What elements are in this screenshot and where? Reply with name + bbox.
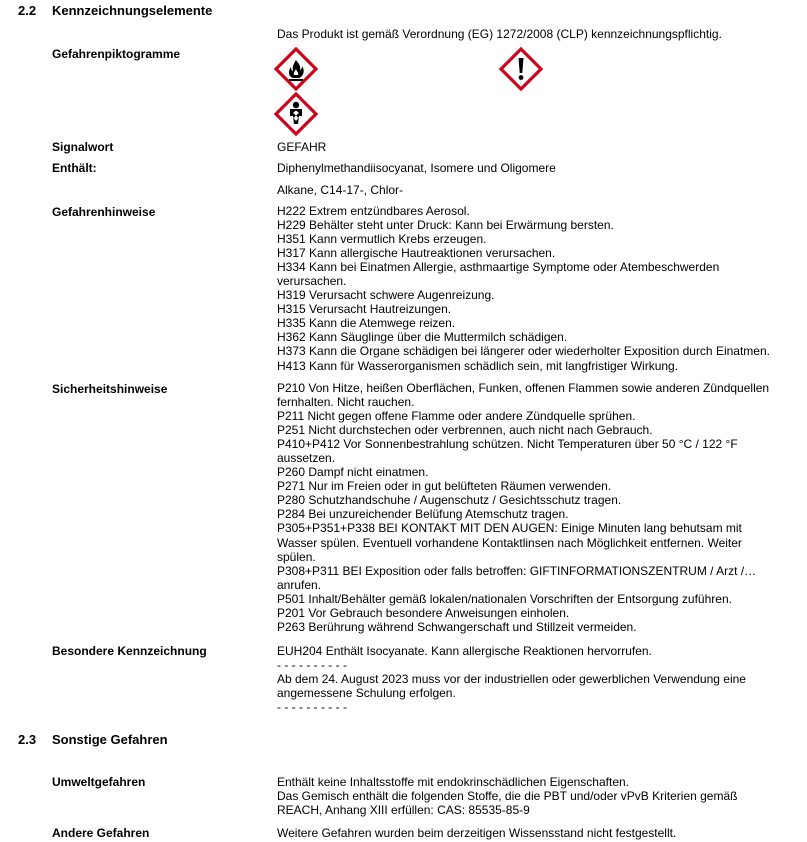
contains-label: Enthält: (52, 161, 97, 175)
section-number: 2.2 (18, 3, 37, 18)
environmental-hazards-line: REACH, Anhang XIII erfüllen: CAS: 85535-85-9 (277, 803, 530, 818)
special-labeling-separator: - - - - - - - - - - (277, 700, 347, 715)
section-title: Sonstige Gefahren (52, 732, 168, 747)
pictograms-label: Gefahrenpiktogramme (52, 47, 181, 61)
hazard-statements-list (277, 204, 770, 373)
hazard-statement: H317 Kann allergische Hautreaktionen verursachen. (277, 246, 556, 261)
precautionary-statement: fernhalten. Nicht rauchen. (277, 395, 415, 410)
hazard-statement: H413 Kann für Wasserorganismen schädlich sein, mit langfristiger Wirkung. (277, 358, 679, 373)
health-hazard-icon (274, 92, 318, 136)
precautionary-statement: P211 Nicht gegen offene Flamme oder andere Zündquelle sprühen. (277, 409, 636, 424)
hazard-statement: H373 Kann die Organe schädigen bei längerer oder wiederholter Exposition durch Einatmen. (277, 344, 770, 359)
precautionary-statement: P263 Berührung während Schwangerschaft und Stillzeit vermeiden. (277, 619, 637, 634)
precautionary-statement: spülen. (277, 549, 316, 564)
other-hazards-text: Weitere Gefahren wurden beim derzeitigen Wissensstand nicht festgestellt. (277, 826, 677, 840)
signal-word-label: Signalwort (52, 140, 114, 154)
precautionary-statement: P271 Nur im Freien oder in gut belüfteten Räumen verwenden. (277, 479, 612, 494)
hazard-statement: H229 Behälter steht unter Druck: Kann bei Erwärmung bersten. (277, 218, 614, 233)
section-number: 2.3 (18, 732, 37, 747)
hazard-statement: H335 Kann die Atemwege reizen. (277, 316, 456, 331)
hazard-statement: H319 Verursacht schwere Augenreizung. (277, 288, 495, 303)
precautionary-statement: P284 Bei unzureichender Belüfung Atemschutz tragen. (277, 507, 569, 522)
signal-word: GEFAHR (277, 140, 327, 154)
section-title: Kennzeichnungselemente (52, 3, 213, 18)
hazard-statement: H362 Kann Säuglinge über die Muttermilch schädigen. (277, 330, 568, 345)
hazard-statement: H222 Extrem entzündbares Aerosol. (277, 204, 470, 218)
precautionary-statement: P260 Dampf nicht einatmen. (277, 465, 429, 480)
precautionary-statement: Wasser spülen. Eventuell vorhandene Kontaktlinsen nach Möglichkeit entfernen. Weiter (277, 535, 742, 550)
environmental-hazards-label: Umweltgefahren (52, 775, 146, 789)
exclamation-mark-icon (499, 47, 543, 91)
precautionary-statement: anrufen. (277, 577, 322, 592)
hazard-statement: H351 Kann vermutlich Krebs erzeugen. (277, 232, 487, 247)
special-labeling-line: angemessene Schulung erfolgen. (277, 686, 456, 701)
hazard-statement: verursachen. (277, 274, 347, 289)
contains-item: Diphenylmethandiisocyanat, Isomere und Oligomere (277, 161, 556, 175)
contains-item: Alkane, C14-17-, Chlor- (277, 183, 404, 197)
hazard-statement: H334 Kann bei Einatmen Allergie, asthmaartige Symptome oder Atembeschwerden (277, 260, 720, 275)
precautionary-statement: P251 Nicht durchstechen oder verbrennen, auch nicht nach Gebrauch. (277, 423, 653, 438)
precautionary-statements-list (277, 381, 769, 634)
special-labeling-line: Ab dem 24. August 2023 muss vor der industriellen oder gewerblichen Verwendung eine (277, 672, 746, 687)
special-labeling-line: EUH204 Enthält Isocyanate. Kann allergische Reaktionen hervorrufen. (277, 644, 652, 658)
special-labeling-list (277, 644, 746, 714)
environmental-hazards-line: Enthält keine Inhaltsstoffe mit endokrinschädlichen Eigenschaften. (277, 775, 629, 789)
environmental-hazards-line: Das Gemisch enthält die folgenden Stoffe, die die PBT und/oder vPvB Kriterien gemäß (277, 789, 738, 804)
other-hazards-label: Andere Gefahren (52, 826, 150, 840)
special-labeling-separator: - - - - - - - - - - (277, 658, 347, 673)
hazard-statements-label: Gefahrenhinweise (52, 205, 156, 219)
flame-icon (274, 47, 318, 91)
hazard-statement: H315 Verursacht Hautreizungen. (277, 302, 452, 317)
precautionary-statements-label: Sicherheitshinweise (52, 382, 168, 396)
precautionary-statement: P305+P351+P338 BEI KONTAKT MIT DEN AUGEN: Einige Minuten lang behutsam mit (277, 521, 742, 536)
labeling-intro: Das Produkt ist gemäß Verordnung (EG) 1272/2008 (CLP) kennzeichnungspflichtig. (277, 27, 722, 41)
precautionary-statement: P501 Inhalt/Behälter gemäß lokalen/nationalen Vorschriften der Entsorgung zuführen. (277, 591, 732, 606)
precautionary-statement: P201 Vor Gebrauch besondere Anweisungen einholen. (277, 605, 570, 620)
precautionary-statement: P210 Von Hitze, heißen Oberflächen, Funken, offenen Flammen sowie anderen Zündquellen (277, 381, 770, 395)
precautionary-statement: aussetzen. (277, 451, 336, 466)
special-labeling-label: Besondere Kennzeichnung (52, 644, 207, 658)
precautionary-statement: P410+P412 Vor Sonnenbestrahlung schützen. Nicht Temperaturen über 50 °C / 122 °F (277, 437, 738, 452)
precautionary-statement: P308+P311 BEI Exposition oder falls betroffen: GIFTINFORMATIONSZENTRUM / Arzt /… (277, 563, 757, 578)
precautionary-statement: P280 Schutzhandschuhe / Augenschutz / Gesichtsschutz tragen. (277, 493, 622, 508)
environmental-hazards-list (277, 775, 737, 817)
